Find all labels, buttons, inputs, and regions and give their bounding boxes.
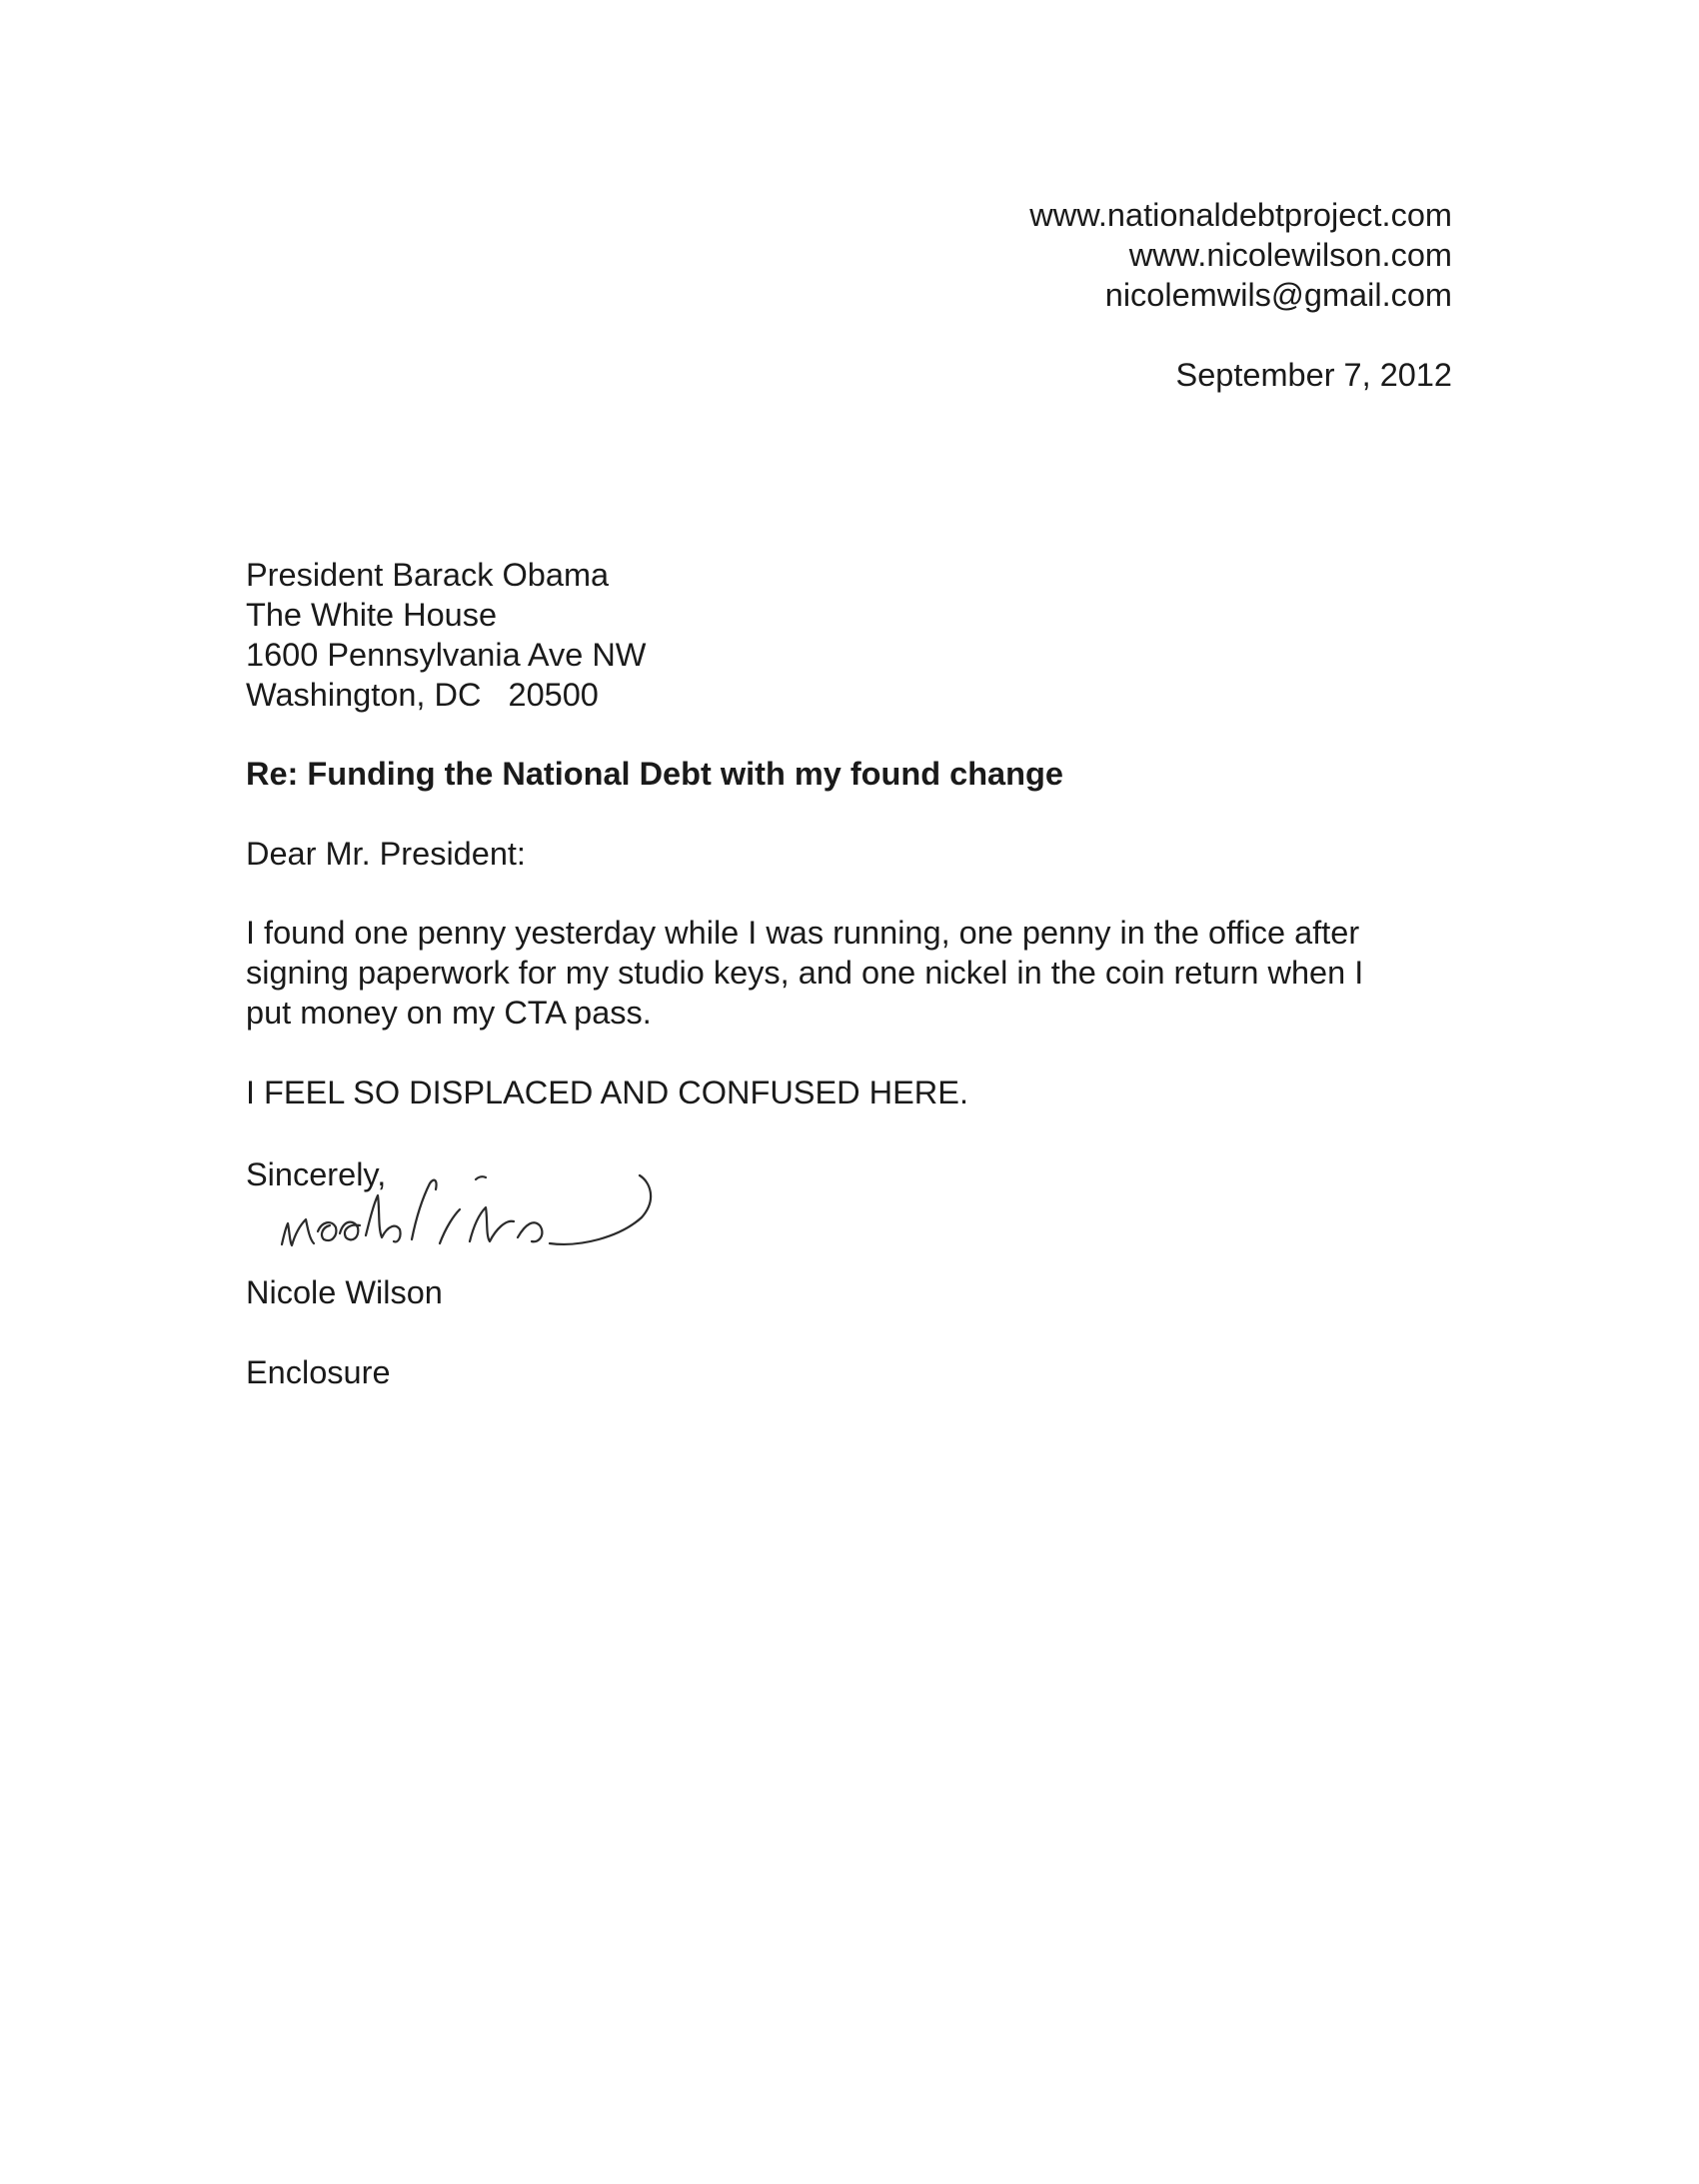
body-paragraph-2: I FEEL SO DISPLACED AND CONFUSED HERE. [246, 1075, 968, 1110]
recipient-name: President Barack Obama [246, 557, 610, 593]
letter-date: September 7, 2012 [1175, 357, 1452, 393]
signer-name: Nicole Wilson [246, 1274, 443, 1310]
salutation: Dear Mr. President: [246, 836, 526, 872]
letterhead-contact [1029, 195, 1452, 315]
recipient-city-state-zip: Washington, DC 20500 [246, 677, 599, 713]
letterhead-website-2: www.nicolewilson.com [1128, 237, 1452, 273]
recipient-address [246, 555, 646, 715]
body-paragraph-1-line: put money on my CTA pass. [246, 995, 652, 1031]
body-paragraph-1-line: signing paperwork for my studio keys, and one nickel in the coin return when I [246, 955, 1364, 991]
handwritten-signature [270, 1139, 730, 1279]
recipient-organization: The White House [246, 597, 498, 633]
letterhead-email: nicolemwils@gmail.com [1104, 277, 1452, 313]
letterhead-website-1: www.nationaldebtproject.com [1029, 197, 1452, 233]
subject-line: Re: Funding the National Debt with my found change [246, 756, 1063, 792]
enclosure-note: Enclosure [246, 1354, 391, 1390]
body-paragraph-1 [246, 913, 1363, 1033]
closing: Sincerely, [246, 1156, 387, 1192]
recipient-street: 1600 Pennsylvania Ave NW [246, 637, 647, 673]
body-paragraph-1-line: I found one penny yesterday while I was running, one penny in the office after [246, 915, 1360, 951]
